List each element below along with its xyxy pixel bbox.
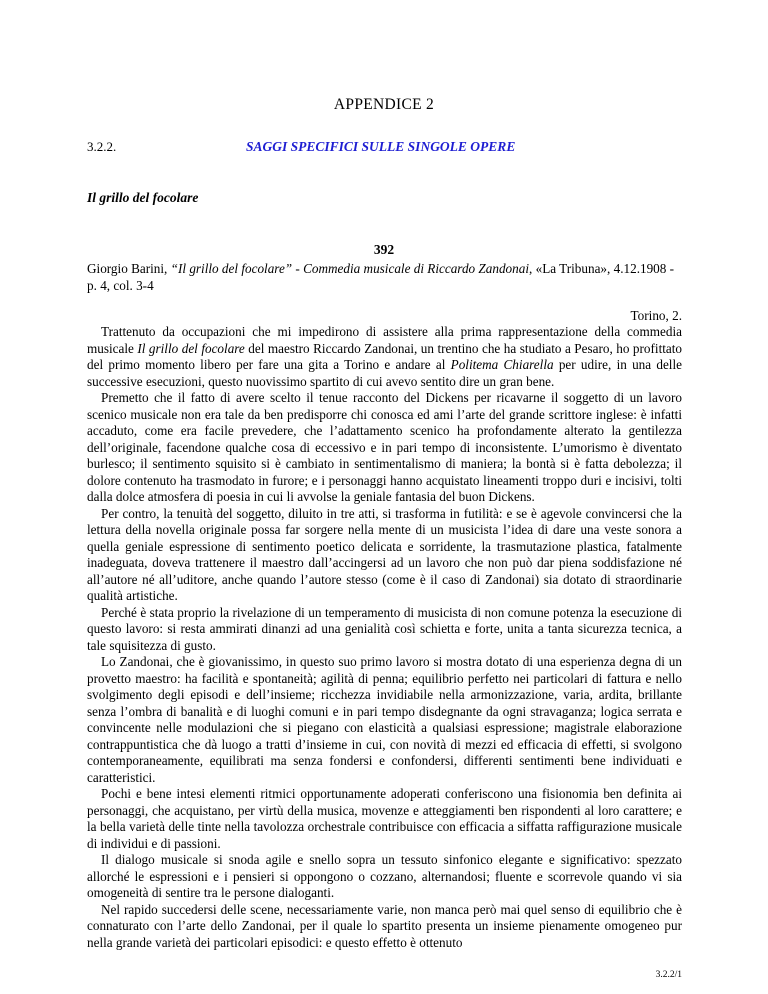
paragraph: Nel rapido succedersi delle scene, necessariamente varie, non manca però mai quel senso di equilibrio che è connaturato con l’arte dello Zandonai, per il quale lo spartito presenta un insieme pienamente omogeneo pur nella grande varietà dei particolari episodici: e questo effetto è ottenuto (87, 901, 682, 950)
paragraph: Pochi e bene intesi elementi ritmici opportunamente adoperati conferiscono una fisionomia ben definita ai personaggi, che acquistano, per virtù della musica, movenze e atteggiamenti ben rispondenti al loro carattere; e la bella varietà delle tinte nella tavolozza orchestrale contribuisce con efficacia a siffatta raffigurazione musicale di individui e di passioni. (87, 786, 682, 851)
citation-title: “Il grillo del focolare” - Commedia musicale di Riccardo Zandonai (170, 261, 529, 276)
paragraph-text: per udire, in una delle successive esecuzioni, questo nuovissimo spartito di cui avevo sentito dire un gran bene. (87, 357, 682, 389)
section-heading (87, 139, 677, 159)
paragraph-text: Trattenuto da occupazioni che mi impedirono di assistere alla prima rappresentazione della commedia musicale (87, 324, 682, 356)
citation-author: Giorgio Barini, (87, 261, 171, 276)
paragraph: Per contro, la tenuità del soggetto, diluito in tre atti, si trasforma in futilità: e se è agevole convincersi che la lettura della novella originale possa far sorgere nella mente di un musicista l’idea di dare una veste sonora a quella geniale espressione di sentimento poetico delicata e sorridente, la trasmutazione plastica, fatalmente inadeguata, doveva trattenere il maestro dall’accingersi ad un lavoro che non può dar piena soddisfazione né all’autore né all’uditore, anche quando l’autore stesso (come è il caso di Zandonai) sia dotato di straordinarie qualità artistiche. (87, 505, 682, 603)
paragraph-text: del maestro Riccardo Zandonai, un trentino che ha studiato a Pesaro, ho profittato del primo momento libero per fare una gita a Torino e andare al (87, 340, 683, 372)
section-title: SAGGI SPECIFICI SULLE SINGOLE OPERE (246, 139, 516, 154)
theatre-name: Politema Chiarella (450, 357, 554, 372)
citation-publication: , «La Tribuna», 4.12.1908 - p. 4, col. 3-4 (87, 261, 675, 293)
work-title: Il grillo del focolare (137, 340, 245, 356)
paragraph: Perché è stata proprio la rivelazione di un temperamento di musicista di non comune potenza la esecuzione di questo lavoro: si resta ammirati dinanzi ad una genialità così schietta e forte, unita a tanta sicurezza tecnica, a tale squisitezza di gusto. (87, 604, 682, 653)
article-body (87, 324, 682, 951)
paragraph: Lo Zandonai, che è giovanissimo, in questo suo primo lavoro si mostra dotato di una esperienza degna di un provetto maestro: ha facilità e spontaneità; agilità di penna; equilibrio perfetto nei particolari di fattura e nello svolgimento degli episodi e dell’insieme; ricchezza invidiabile nella armonizzazione, varia, ardita, brillante senza l’ombra di banalità e di luoghi comuni e in pari tempo disdegnante da ogni stravaganza; logica serrata e convincente nelle modulazioni che si piegano con elasticità a qualsiasi espressione; magistrale elaborazione contrappuntistica che dà luogo a tratti d’insieme in cui, con novità di mezzi ed efficacia di effetti, si svolgono contemporaneamente, equilibrati ma senza fondersi e confondersi, differenti sentimenti bene individuati e caratteristici. (87, 654, 682, 785)
appendix-title: APPENDICE 2 (333, 96, 435, 113)
paragraph: Il dialogo musicale si snoda agile e snello sopra un tessuto sinfonico elegante e significativo: spezzato allorché le espressioni e i pensieri si oppongono o cozzano, alternandosi; fluente e scorrevole quando vi sia omogeneità di sentire tra le persone dialoganti. (87, 852, 682, 900)
page-number: 3.2.2/1 (655, 970, 682, 980)
dateline: Torino, 2. (630, 308, 682, 323)
section-number: 3.2.2. (87, 139, 117, 154)
paragraph: Premetto che il fatto di avere scelto il tenue racconto del Dickens per ricavarne il soggetto di un lavoro scenico musicale non era tale da ben predisporre chi conosca ed ami l’arte del grande scrittore inglese: è infatti accaduto, come era facile prevedere, che l’adattamento scenico ha profondamente alterato la gentilezza dell’originale, facendone qualche cosa di eccessivo e in pari tempo di inconsistente. L’umorismo è diventato burlesco; il sentimento squisito si è cambiato in sentimentalismo di maniera; la bontà si è fatta debolezza; il dolore contenuto ha trasmodato in furore; e i personaggi hanno acquistato lineamenti troppo duri e incisivi, tolti dalla dolce atmosfera di poesia in cui li avvolse la geniale fantasia del buon Dickens. (87, 390, 682, 504)
citation (87, 260, 682, 294)
entry-number: 392 (373, 242, 395, 257)
subsection-title: Il grillo del focolare (87, 190, 199, 205)
paragraph (87, 324, 682, 390)
